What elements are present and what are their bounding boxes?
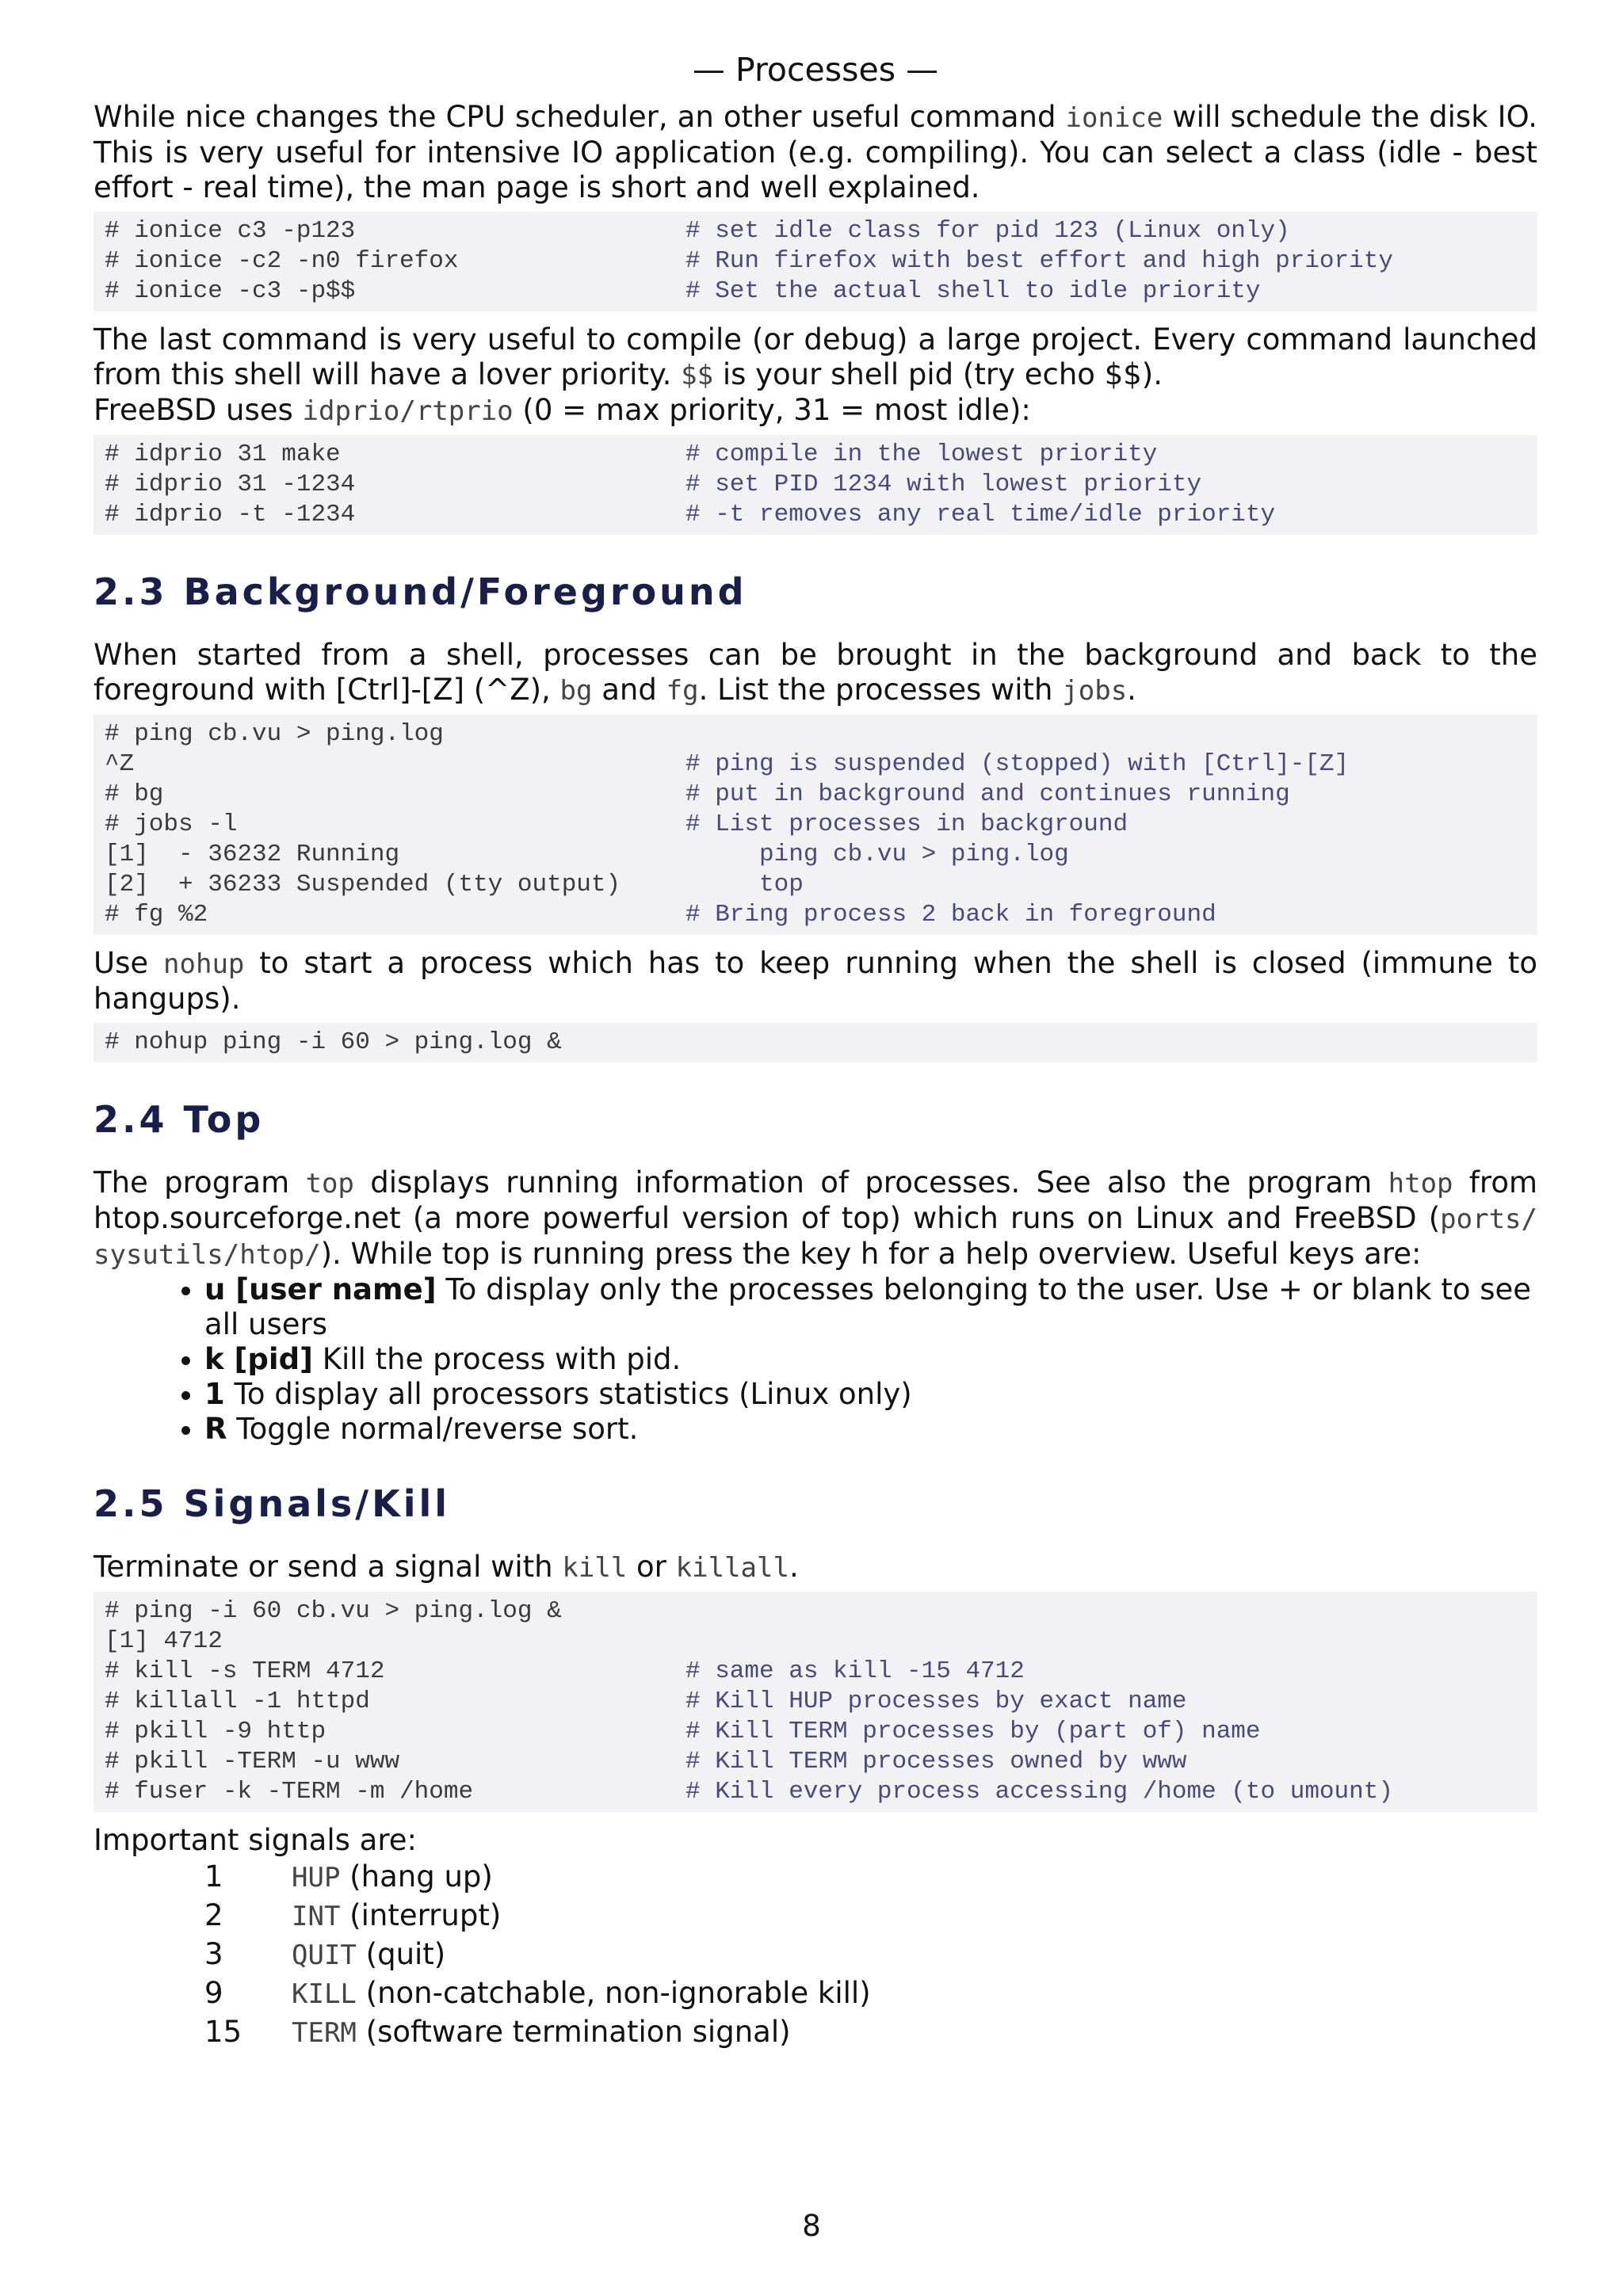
list-item (204, 1377, 1537, 1412)
inline-code: ports/ sysutils/htop/ (94, 1203, 1537, 1271)
text-span: is your shell pid (try echo $$). (713, 357, 1163, 391)
code-command: ^Z (105, 750, 135, 778)
text-span: To display all processors statistics (Linux only) (224, 1377, 912, 1411)
text-span: and (592, 673, 666, 707)
code-command: # idprio 31 -1234 (105, 471, 356, 498)
signal-desc: (non-catchable, non-ignorable kill) (356, 1976, 871, 2010)
code-comment: # Run firefox with best effort and high priority (685, 247, 1393, 275)
inline-code: bg (559, 675, 593, 707)
code-line (105, 840, 1526, 870)
code-line (105, 810, 1526, 840)
list-item (204, 1412, 1537, 1447)
text-span: When started from a shell, processes can be brought in the background and back to the foreground with [Ctrl]-[Z] (^Z), (94, 638, 1537, 707)
text-span: will schedule the disk IO. This is very useful for intensive IO application (e.g. compiling). You can select a class (idle - best effort - real time), the man page is short and well explained. (94, 100, 1537, 204)
code-command: # pkill -TERM -u www (105, 1748, 400, 1775)
signal-name: QUIT (292, 1939, 357, 1971)
signal-row (94, 1897, 1537, 1936)
code-comment: # -t removes any real time/idle priority (685, 501, 1276, 528)
signal-row (94, 1936, 1537, 1974)
code-comment: # ping is suspended (stopped) with [Ctrl]-[Z] (685, 750, 1350, 778)
section-heading-background: 2.3 Background/Foreground (94, 570, 747, 613)
inline-code: ionice (1065, 102, 1163, 134)
text-span: displays running information of processes. See also the program (353, 1165, 1388, 1199)
signals-list (94, 1858, 1537, 2052)
code-comment: ping cb.vu > ping.log (685, 841, 1069, 868)
signal-number: 15 (204, 2015, 242, 2049)
code-command: # jobs -l (105, 810, 238, 838)
top-paragraph (94, 1165, 1537, 1272)
inline-code: nohup (163, 948, 245, 980)
section-heading-signals: 2.5 Signals/Kill (94, 1482, 451, 1525)
code-command: # kill -s TERM 4712 (105, 1657, 385, 1685)
signal-row (94, 1974, 1537, 2013)
section-heading-top: 2.4 Top (94, 1098, 265, 1141)
page-header: — Processes — (692, 51, 939, 89)
code-comment: # put in background and continues running (685, 780, 1290, 808)
code-command: # nohup ping -i 60 > ping.log & (105, 1028, 562, 1056)
code-comment: # set idle class for pid 123 (Linux only) (685, 217, 1290, 245)
code-comment: # same as kill -15 4712 (685, 1657, 1025, 1685)
list-item (204, 1342, 1537, 1377)
code-command: # idprio 31 make (105, 441, 341, 468)
code-command: # ionice -c3 -p$$ (105, 277, 356, 305)
code-comment: # Kill HUP processes by exact name (685, 1688, 1187, 1715)
text-span: to start a process which has to keep running when the shell is closed (immune to hangups). (94, 946, 1537, 1016)
text-span: The last command is very useful to compile (or debug) a large project. Every command launched from this shell will have a lover priority. (94, 322, 1537, 391)
code-command: [1] - 36232 Running (105, 841, 400, 868)
text-span: . List the processes with (698, 673, 1063, 707)
top-keys-list (94, 1272, 1537, 1447)
document-page (94, 48, 1537, 2052)
signal-number: 3 (204, 1937, 223, 1971)
signal-number: 2 (204, 1898, 223, 1932)
code-line (105, 277, 1526, 307)
signal-name: INT (292, 1901, 341, 1932)
list-item (204, 1272, 1537, 1342)
signal-number: 9 (204, 1976, 223, 2010)
code-line (105, 780, 1526, 810)
key-label: k [pid] (204, 1342, 313, 1376)
code-command: # pkill -9 http (105, 1718, 327, 1745)
inline-code: top (305, 1168, 354, 1199)
code-comment: # Set the actual shell to idle priority (685, 277, 1261, 305)
code-command: # fg %2 (105, 901, 208, 929)
text-span: FreeBSD uses (94, 393, 303, 427)
text-span: Terminate or send a signal with (94, 1550, 563, 1584)
code-line (105, 1777, 1526, 1807)
signal-name: KILL (292, 1978, 357, 2010)
code-line (105, 870, 1526, 900)
code-command: # ionice c3 -p123 (105, 217, 356, 245)
code-comment: # List processes in background (685, 810, 1128, 838)
freebsd-paragraph (94, 393, 1537, 429)
code-block-idprio (94, 435, 1537, 535)
code-command: [1] 4712 (105, 1627, 223, 1655)
text-span: or (627, 1550, 676, 1584)
code-comment: # Kill every process accessing /home (to umount) (685, 1778, 1393, 1806)
text-span: ). While top is running press the key h for a help overview. Useful keys are: (320, 1237, 1422, 1271)
nohup-paragraph (94, 946, 1537, 1016)
code-command: # bg (105, 780, 164, 808)
code-command: [2] + 36233 Suspended (tty output) (105, 871, 621, 898)
signal-desc: (interrupt) (340, 1898, 502, 1932)
text-span: Kill the process with pid. (312, 1342, 682, 1376)
code-line (105, 500, 1526, 530)
code-line (105, 719, 1526, 749)
signal-desc: (quit) (356, 1937, 446, 1971)
code-line (105, 749, 1526, 780)
inline-code: $$ (681, 360, 714, 391)
code-comment: # compile in the lowest priority (685, 441, 1158, 468)
inline-code: jobs (1062, 675, 1128, 707)
inline-code: fg (666, 675, 699, 707)
code-line (105, 216, 1526, 246)
code-line (105, 1657, 1526, 1687)
code-command: # killall -1 httpd (105, 1688, 370, 1715)
key-label: u [user name] (204, 1272, 437, 1306)
inline-code: killall (675, 1552, 789, 1584)
ionice-paragraph (94, 100, 1537, 205)
text-span: Use (94, 946, 164, 980)
code-line (105, 1627, 1526, 1657)
code-comment: # Kill TERM processes by (part of) name (685, 1718, 1261, 1745)
code-line (105, 900, 1526, 930)
text-span: . (1127, 673, 1136, 707)
signals-intro: Important signals are: (94, 1823, 417, 1857)
background-paragraph (94, 638, 1537, 708)
signal-number: 1 (204, 1859, 223, 1894)
signal-desc: (hang up) (340, 1859, 493, 1894)
code-line (105, 440, 1526, 470)
code-line (105, 246, 1526, 277)
code-line (105, 1717, 1526, 1747)
signal-desc: (software termination signal) (356, 2015, 791, 2049)
code-line (105, 1596, 1526, 1627)
code-command: # ping -i 60 cb.vu > ping.log & (105, 1597, 562, 1625)
text-span: To display only the processes belonging to the user. Use + or blank to see all users (204, 1272, 1532, 1341)
code-block-nohup (94, 1023, 1537, 1062)
text-span: from htop.sourceforge.net (a more powerful version of top) which runs on Linux and FreeBSD ( (94, 1165, 1537, 1235)
code-comment: top (685, 871, 804, 898)
inline-code: htop (1388, 1168, 1453, 1199)
text-span: The program (94, 1165, 306, 1199)
inline-code: kill (562, 1552, 628, 1584)
code-line (105, 1028, 1526, 1058)
kill-paragraph (94, 1550, 1537, 1585)
text-span: While nice changes the CPU scheduler, an other useful command (94, 100, 1066, 134)
text-span: (0 = max priority, 31 = most idle): (513, 393, 1031, 427)
code-block-ionice (94, 212, 1537, 311)
code-comment: # Bring process 2 back in foreground (685, 901, 1216, 929)
code-line (105, 1747, 1526, 1777)
signal-row (94, 1858, 1537, 1897)
code-block-jobs (94, 715, 1537, 935)
signal-row (94, 2013, 1537, 2052)
page-number: 8 (802, 2209, 821, 2243)
code-command: # ping cb.vu > ping.log (105, 720, 444, 748)
inline-code: idprio/rtprio (302, 395, 514, 427)
code-command: # idprio -t -1234 (105, 501, 356, 528)
key-label: R (204, 1412, 227, 1446)
code-command: # fuser -k -TERM -m /home (105, 1778, 474, 1806)
signal-name: HUP (292, 1862, 341, 1894)
code-command: # ionice -c2 -n0 firefox (105, 247, 459, 275)
code-block-kill (94, 1592, 1537, 1812)
code-comment: # Kill TERM processes owned by www (685, 1748, 1187, 1775)
text-span: . (789, 1550, 799, 1584)
code-comment: # set PID 1234 with lowest priority (685, 471, 1202, 498)
key-label: 1 (204, 1377, 225, 1411)
signal-name: TERM (292, 2017, 357, 2049)
code-line (105, 1687, 1526, 1717)
ionice-note-paragraph (94, 322, 1537, 393)
text-span: Toggle normal/reverse sort. (227, 1412, 639, 1446)
code-line (105, 470, 1526, 500)
